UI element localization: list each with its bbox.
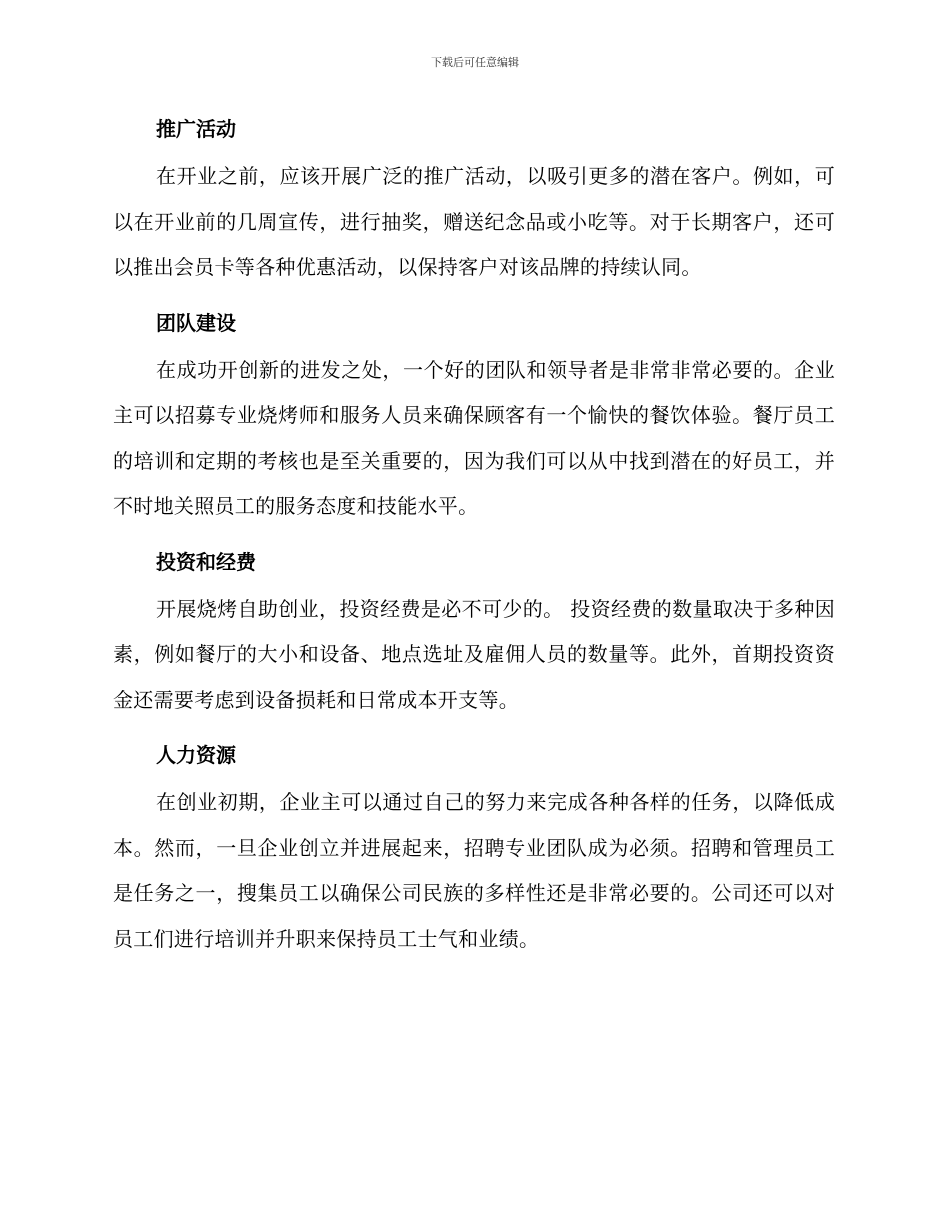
section-paragraph-promotion: 在开业之前，应该开展广泛的推广活动，以吸引更多的潜在客户。例如，可以在开业前的几周宣传，进行抽奖，赠送纪念品或小吃等。对于长期客户，还可以推出会员卡等各种优惠活动，以保持客户对该品牌的持续认同。 <box>113 164 835 279</box>
document-body <box>113 104 835 969</box>
section-heading-promotion: 推广活动 <box>156 117 236 141</box>
section-paragraph-human-resources: 在创业初期，企业主可以通过自己的努力来完成各种各样的任务，以降低成本。然而，一旦企业创立并进展起来，招聘专业团队成为必须。招聘和管理员工是任务之一，搜集员工以确保公司民族的多样性还是非常必要的。公司还可以对员工们进行培训并升职来保持员工士气和业绩。 <box>113 790 835 951</box>
section-heading-human-resources: 人力资源 <box>156 743 236 767</box>
section-heading-investment: 投资和经费 <box>156 549 256 574</box>
section-heading-team-building: 团队建设 <box>156 310 236 335</box>
page-header: 下载后可任意编辑 <box>431 56 519 69</box>
section-paragraph-team-building: 在成功开创新的进发之处，一个好的团队和领导者是非常非常必要的。企业主可以招募专业烧烤师和服务人员来确保顾客有一个愉快的餐饮体验。餐厅员工的培训和定期的考核也是至关重要的，因为我们可以从中找到潜在的好员工，并不时地关照员工的服务态度和技能水平。 <box>113 357 835 518</box>
section-paragraph-investment: 开展烧烤自助创业，投资经费是必不可少的。 投资经费的数量取决于多种因素，例如餐厅的大小和设备、地点选址及雇佣人员的数量等。此外，首期投资资金还需要考虑到设备损耗和日常成本开支等。 <box>113 596 835 712</box>
